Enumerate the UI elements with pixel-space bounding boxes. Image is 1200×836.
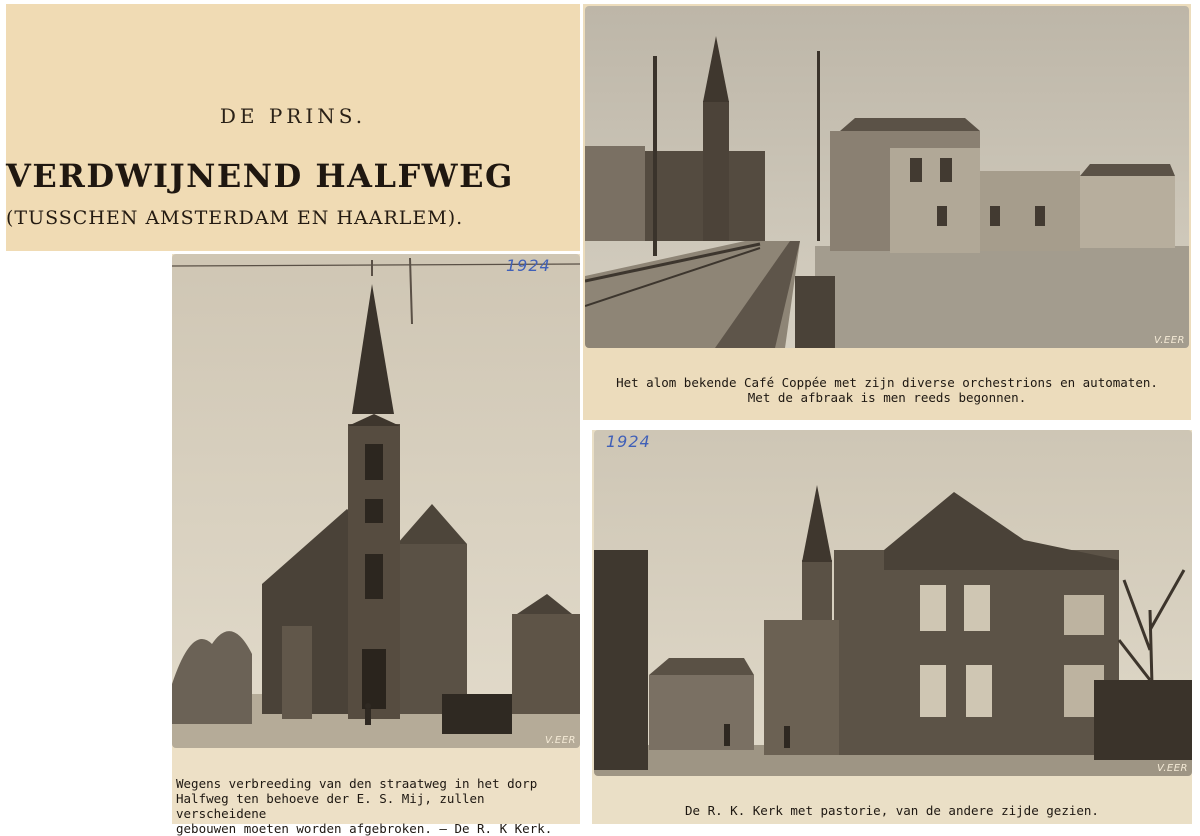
subheadline: (TUSSCHEN AMSTERDAM EN HAARLEM). [6, 207, 464, 229]
cafe-caption [583, 375, 1191, 405]
caption-line: Halfweg ten behoeve der E. S. Mij, zullen verscheidene [176, 791, 485, 821]
pencil-year-note: 1924 [606, 432, 651, 451]
caption-line: Het alom bekende Café Coppée met zijn diverse orchestrions en automaten. [616, 375, 1158, 390]
pencil-year-note: 1924 [506, 256, 551, 275]
cafe-photo [585, 6, 1189, 348]
caption-line: Met de afbraak is men reeds begonnen. [747, 390, 1027, 405]
caption-line: Wegens verbreeding van den straatweg in het dorp [176, 776, 538, 791]
church-caption [176, 776, 580, 836]
caption-line: gebouwen moeten worden afgebroken. — De R. K Kerk. [176, 821, 553, 836]
rectory-caption [592, 803, 1192, 818]
publication-name: DE PRINS. [219, 104, 367, 128]
photo-credit: V.EER [545, 735, 576, 746]
church-photo [172, 254, 580, 748]
headline: VERDWIJNEND HALFWEG [6, 157, 514, 195]
rectory-photo [594, 430, 1192, 776]
caption-line: De R. K. Kerk met pastorie, van de andere zijde gezien. [685, 803, 1099, 818]
photo-credit: V.EER [1154, 335, 1185, 346]
photo-credit: V.EER [1157, 763, 1188, 774]
header-clipping [6, 4, 580, 251]
